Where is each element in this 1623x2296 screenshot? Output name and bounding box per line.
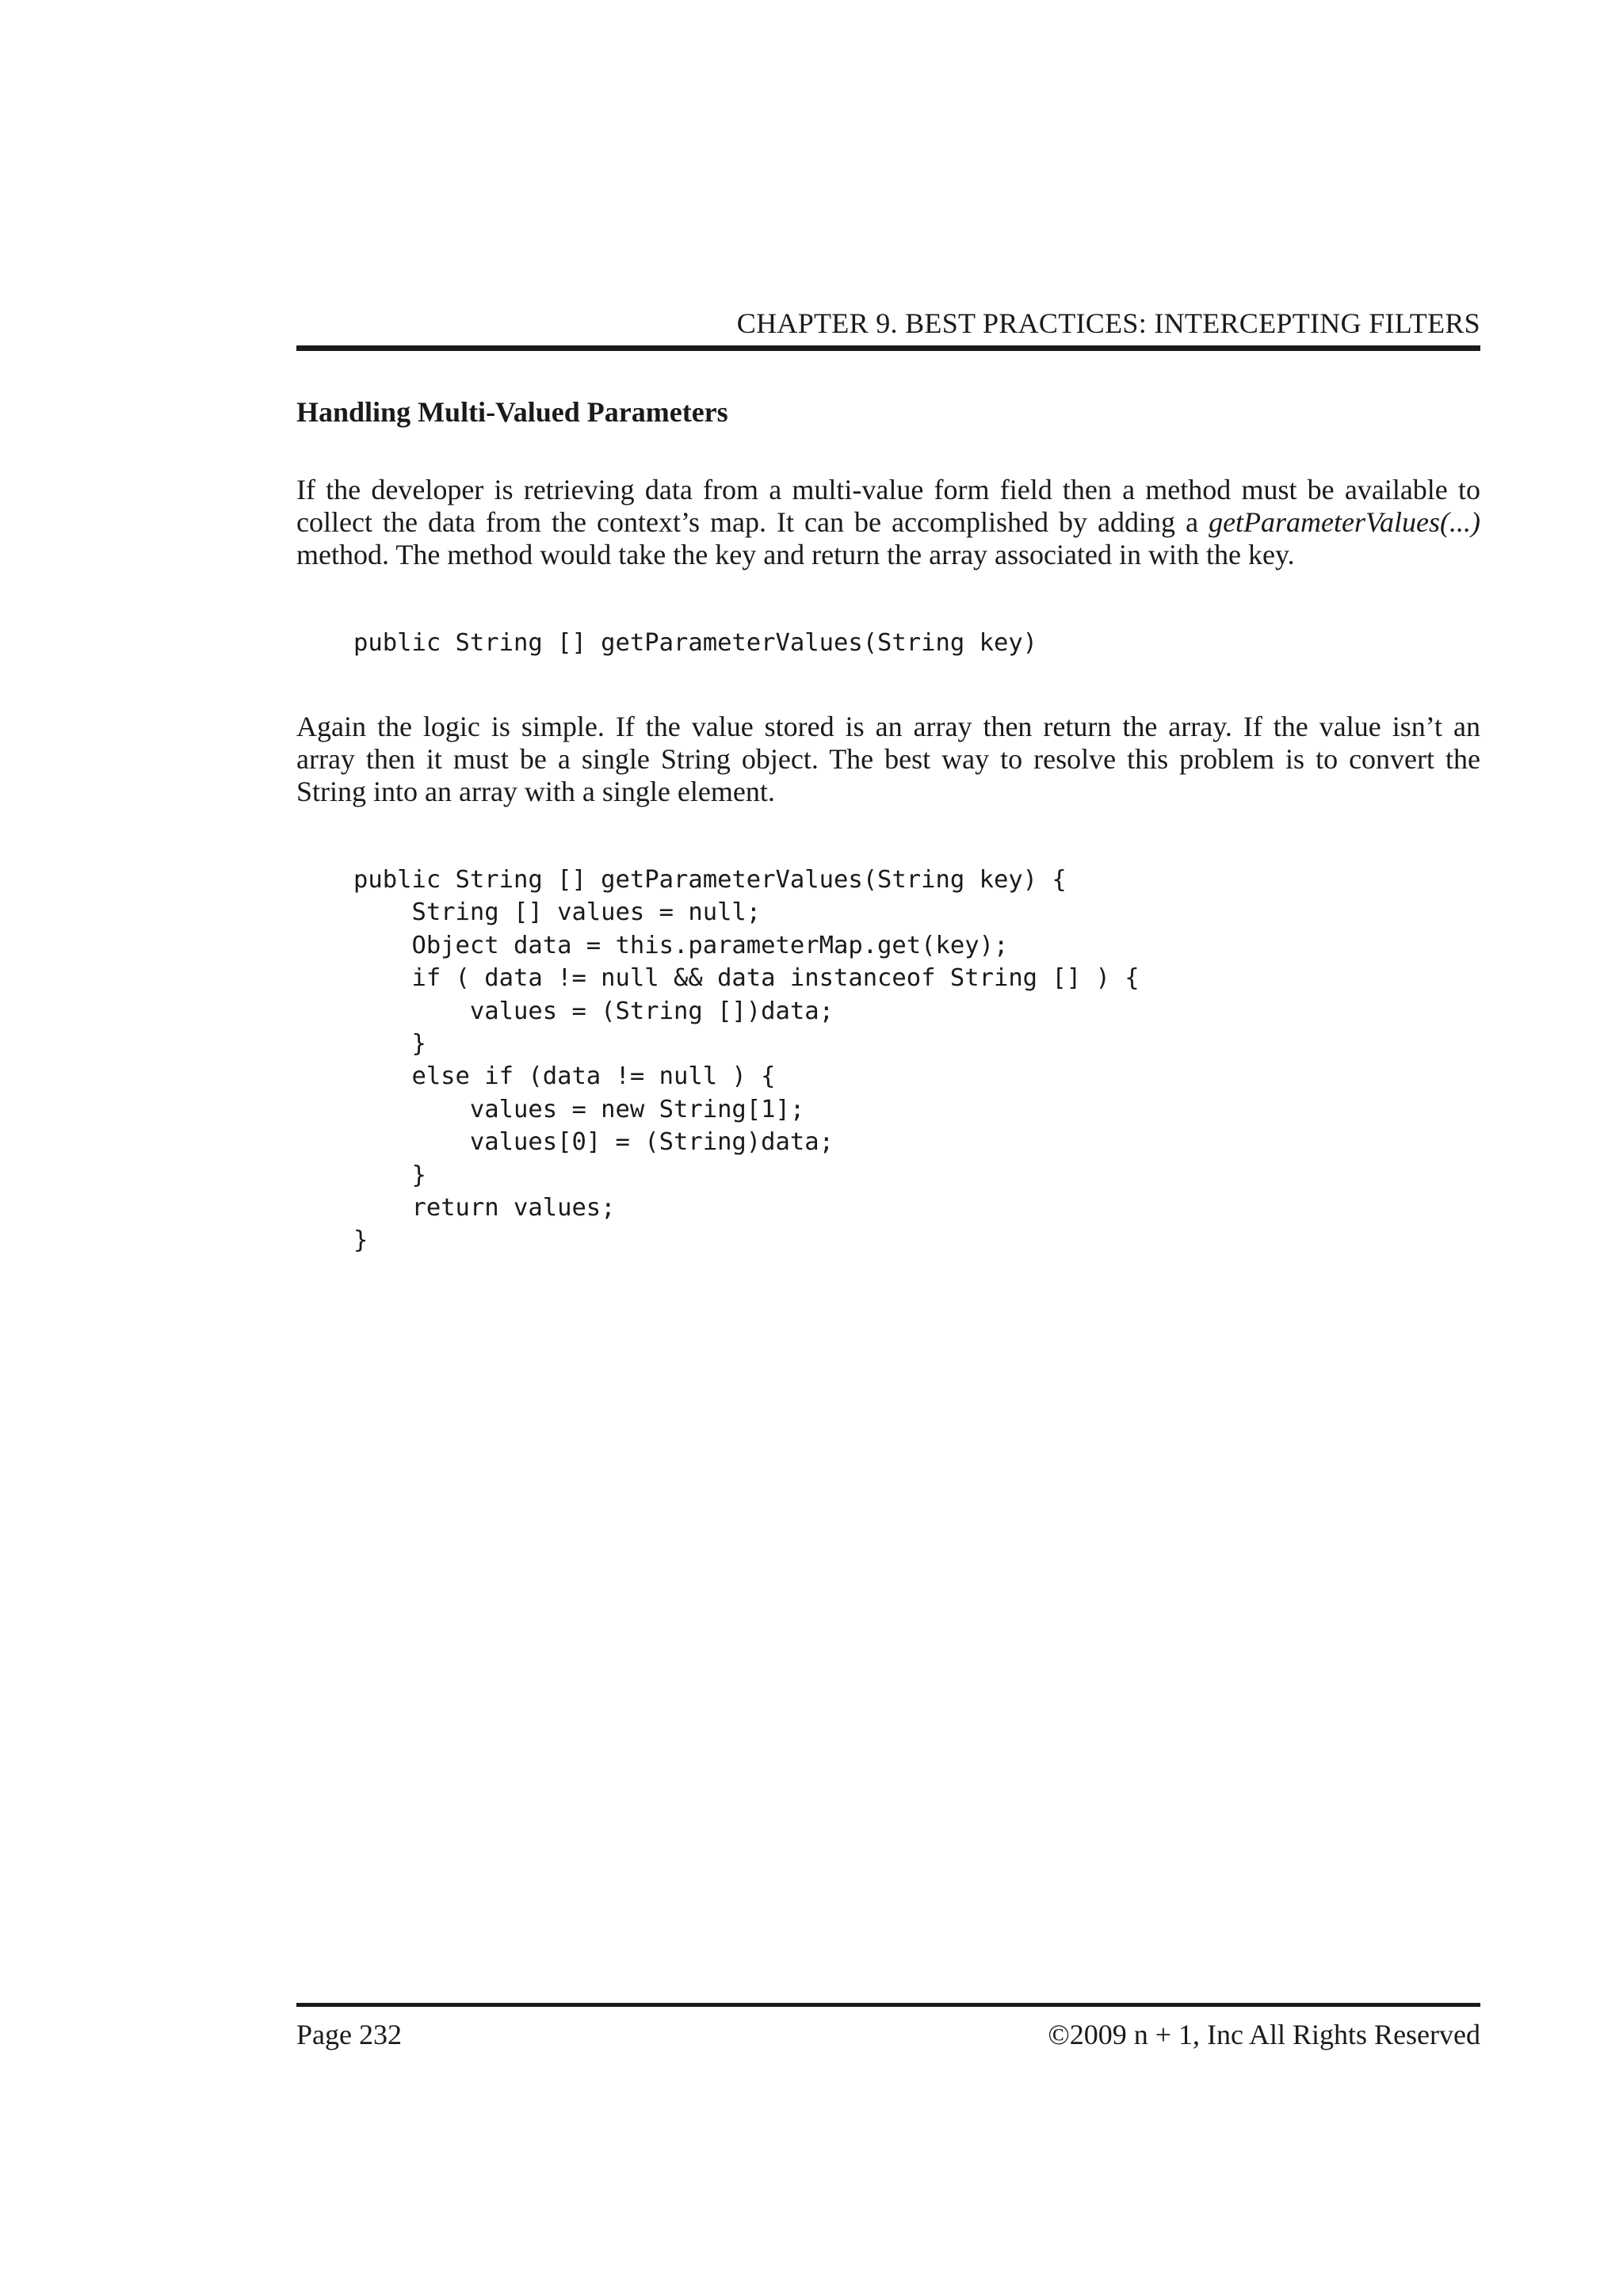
code-line: public String [] getParameterValues(String key) { [353, 866, 1067, 894]
code-line: String [] values = null; [353, 898, 762, 927]
code-line: values = new String[1]; [353, 1095, 805, 1123]
code-line: } [353, 1161, 426, 1189]
header-rule [296, 345, 1480, 351]
method-name-italic: getParameterValues(...) [1209, 506, 1480, 538]
paragraph-line: Again the logic is simple. If the value stored is an array then return the array. If the value isn’t an [296, 711, 1480, 742]
running-header: CHAPTER 9. BEST PRACTICES: INTERCEPTING FILTERS [736, 307, 1480, 339]
paragraph-line: If the developer is retrieving data from a multi-value form field then a method must be available to [296, 474, 1480, 505]
code-line: if ( data != null && data instanceof String [] ) { [353, 964, 1140, 993]
code-line: } [353, 1226, 369, 1255]
code-line: } [353, 1030, 426, 1058]
copyright-notice: ©2009 n + 1, Inc All Rights Reserved [1048, 2019, 1480, 2050]
section-heading: Handling Multi-Valued Parameters [296, 396, 728, 428]
paragraph-line [296, 506, 1480, 539]
code-line: values[0] = (String)data; [353, 1128, 834, 1157]
code-block-signature [353, 627, 1037, 659]
paragraph-text: collect the data from the context’s map. It can be accomplished by adding a [296, 506, 1209, 538]
paragraph-line: array then it must be a single String object. The best way to resolve this problem is to convert the [296, 743, 1480, 775]
code-line: else if (data != null ) { [353, 1062, 776, 1091]
code-line: Object data = this.parameterMap.get(key); [353, 931, 1009, 959]
paragraph-intro [296, 474, 1480, 571]
code-block-implementation [353, 864, 1140, 1257]
page-number: Page 232 [296, 2019, 402, 2050]
code-line: values = (String [])data; [353, 997, 834, 1025]
footer-rule [296, 2003, 1480, 2007]
code-line: public String [] getParameterValues(String key) [353, 629, 1038, 657]
code-line: return values; [353, 1194, 616, 1222]
paragraph-line: method. The method would take the key and return the array associated in with the key. [296, 539, 1295, 570]
paragraph-line: String into an array with a single element. [296, 776, 775, 807]
paragraph-logic [296, 711, 1480, 808]
